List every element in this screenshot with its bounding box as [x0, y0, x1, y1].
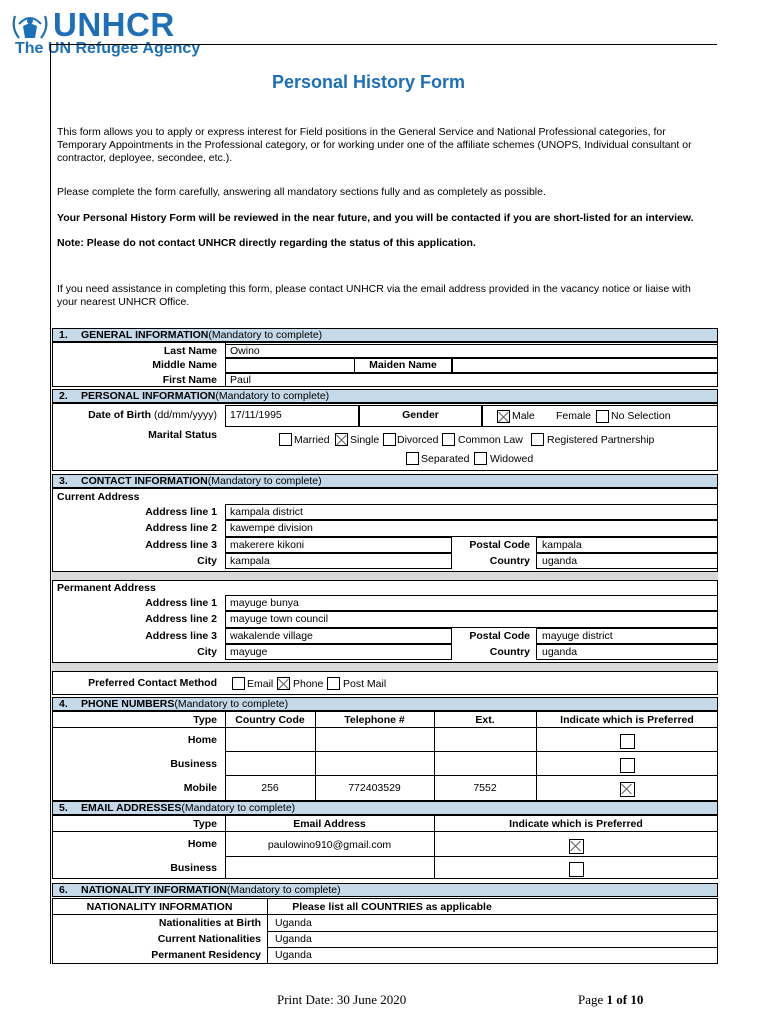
- marital-married-label: Married: [294, 434, 330, 446]
- logo-name: UNHCR: [53, 6, 175, 43]
- permanent-address-label: Permanent Address: [57, 582, 156, 594]
- section-title: PHONE NUMBERS: [81, 698, 175, 710]
- nationality-birth-value: Uganda: [275, 917, 312, 929]
- dob-value: 17/11/1995: [230, 409, 282, 421]
- email-business-preferred-checkbox[interactable]: [569, 862, 584, 877]
- section-number: 5.: [59, 802, 68, 814]
- gender-no-selection-label: No Selection: [611, 410, 671, 422]
- current-line1-value: kampala district: [230, 506, 303, 518]
- phone-col-type: Type: [193, 714, 217, 726]
- first-name-value: Paul: [230, 374, 252, 386]
- page-indicator: Page 1 of 10: [578, 992, 644, 1007]
- current-country-label: Country: [489, 555, 530, 567]
- section-1-header: [52, 328, 718, 342]
- section-title: GENERAL INFORMATION: [81, 329, 209, 341]
- nationality-birth-label: Nationalities at Birth: [158, 917, 261, 929]
- mandatory-note: (Mandatory to complete): [207, 475, 322, 487]
- phone-type-home: Home: [187, 734, 217, 746]
- section-3-header: [52, 474, 718, 488]
- marital-divorced-checkbox[interactable]: [383, 433, 396, 446]
- phone-col-ext: Ext.: [475, 714, 495, 726]
- phone-col-country: Country Code: [235, 714, 305, 726]
- marital-registered-partnership-label: Registered Partnership: [547, 434, 655, 446]
- preferred-phone-label: Phone: [293, 678, 324, 690]
- gender-male-label: Male: [512, 410, 535, 422]
- section-2-header: [52, 389, 718, 403]
- marital-divorced-label: Divorced: [397, 434, 439, 446]
- maiden-name-label: Maiden Name: [369, 359, 437, 371]
- section-5-header: [52, 801, 718, 815]
- intro-paragraph-5: If you need assistance in completing this form, please contact UNHCR via the email address provided in the vacancy notice or liaise with your nearest UNHCR Office.: [57, 283, 691, 308]
- email-home-address: paulowino910@gmail.com: [267, 839, 392, 851]
- preferred-email-checkbox[interactable]: [232, 677, 245, 690]
- marital-single-label: Single: [350, 434, 380, 446]
- permanent-line1-value: mayuge bunya: [230, 597, 299, 609]
- preferred-post-mail-checkbox[interactable]: [327, 677, 340, 690]
- marital-widowed-checkbox[interactable]: [474, 452, 487, 465]
- marital-married-checkbox[interactable]: [279, 433, 292, 446]
- logo-subtitle: The UN Refugee Agency: [15, 40, 201, 57]
- phone-type-business: Business: [170, 758, 217, 770]
- email-type-home: Home: [187, 838, 217, 850]
- permanent-city-value: mayuge: [230, 646, 268, 658]
- permanent-city-label: City: [197, 646, 217, 658]
- section-title: NATIONALITY INFORMATION: [81, 884, 227, 896]
- phone-mobile-country: 256: [261, 782, 279, 794]
- phone-business-preferred-checkbox[interactable]: [620, 758, 635, 773]
- marital-separated-checkbox[interactable]: [406, 452, 419, 465]
- gender-label: Gender: [402, 409, 439, 421]
- gender-male-checkbox[interactable]: [497, 410, 510, 423]
- permanent-line3-value: wakalende village: [230, 630, 313, 642]
- nationality-col-list: Please list all COUNTRIES as applicable: [292, 901, 492, 913]
- page-title: Personal History Form: [272, 72, 466, 92]
- first-name-field[interactable]: [225, 373, 718, 387]
- middle-name-label: Middle Name: [152, 359, 217, 371]
- intro-paragraph-4: Note: Please do not contact UNHCR directly regarding the status of this application.: [57, 237, 476, 249]
- section-number: 4.: [59, 698, 68, 710]
- maiden-name-field[interactable]: [452, 358, 718, 373]
- current-line2-value: kawempe division: [230, 522, 313, 534]
- dob-label: Date of Birth (dd/mm/yyyy): [88, 409, 217, 421]
- gender-female-checkbox[interactable]: [596, 410, 609, 423]
- email-col-preferred: Indicate which is Preferred: [509, 818, 643, 830]
- permanent-country-value: uganda: [542, 646, 578, 658]
- marital-status-label: Marital Status: [148, 429, 217, 441]
- preferred-contact-label: Preferred Contact Method: [88, 677, 217, 689]
- preferred-post-mail-label: Post Mail: [343, 678, 387, 690]
- email-type-business: Business: [170, 862, 217, 874]
- email-col-address: Email Address: [293, 818, 366, 830]
- current-postal-value: kampala: [542, 539, 582, 551]
- print-date: Print Date: 30 June 2020: [277, 992, 407, 1007]
- unhcr-emblem-icon: [9, 10, 51, 44]
- nationality-residency-value: Uganda: [275, 949, 312, 961]
- marital-single-checkbox[interactable]: [335, 433, 348, 446]
- nationality-current-label: Current Nationalities: [157, 933, 261, 945]
- current-line3-label: Address line 3: [145, 539, 217, 551]
- permanent-postal-label: Postal Code: [469, 630, 530, 642]
- permanent-line3-label: Address line 3: [145, 630, 217, 642]
- mandatory-note: (Mandatory to complete): [226, 884, 341, 896]
- first-name-label: First Name: [162, 374, 217, 386]
- intro-paragraph-3: Your Personal History Form will be reviewed in the near future, and you will be contacted if you are short-listed for an interview.: [57, 212, 694, 224]
- nationality-current-value: Uganda: [275, 933, 312, 945]
- form-page: [50, 44, 717, 964]
- phone-type-mobile: Mobile: [183, 782, 217, 794]
- mandatory-note: (Mandatory to complete): [181, 802, 296, 814]
- mandatory-note: (Mandatory to complete): [208, 329, 323, 341]
- permanent-line2-value: mayuge town council: [230, 613, 329, 625]
- current-address-label: Current Address: [57, 491, 140, 503]
- section-title: EMAIL ADDRESSES: [81, 802, 182, 814]
- permanent-postal-value: mayuge district: [542, 630, 613, 642]
- last-name-field[interactable]: [225, 344, 718, 358]
- section-number: 6.: [59, 884, 68, 896]
- nationality-residency-label: Permanent Residency: [151, 949, 261, 961]
- phone-col-telephone: Telephone #: [344, 714, 405, 726]
- section-number: 2.: [59, 390, 68, 402]
- current-country-value: uganda: [542, 555, 578, 567]
- section-6-header: [52, 883, 718, 897]
- phone-col-preferred: Indicate which is Preferred: [560, 714, 694, 726]
- intro-paragraph-1: This form allows you to apply or express interest for Field positions in the General Service and National Professional categories, for Temporary Appointments in the Professional category, or for working under one of the affiliate schemes (UNOPS, Individual consultant or contractor, deployee, secondee, etc.).: [57, 126, 692, 164]
- current-city-value: kampala: [230, 555, 270, 567]
- last-name-value: Owino: [230, 345, 260, 357]
- marital-common-law-checkbox[interactable]: [442, 433, 455, 446]
- permanent-line2-label: Address line 2: [145, 613, 217, 625]
- section-number: 1.: [59, 329, 68, 341]
- preferred-phone-checkbox[interactable]: [277, 677, 290, 690]
- mandatory-note: (Mandatory to complete): [174, 698, 289, 710]
- phone-mobile-tel: 772403529: [348, 782, 401, 794]
- section-title: CONTACT INFORMATION: [81, 475, 208, 487]
- current-line1-label: Address line 1: [145, 506, 217, 518]
- intro-paragraph-2: Please complete the form carefully, answering all mandatory sections fully and as completely as possible.: [57, 186, 546, 198]
- current-line3-value: makerere kikoni: [230, 539, 305, 551]
- section-number: 3.: [59, 475, 68, 487]
- email-home-preferred-checkbox[interactable]: [569, 839, 584, 854]
- permanent-country-label: Country: [489, 646, 530, 658]
- marital-registered-partnership-checkbox[interactable]: [531, 433, 544, 446]
- mandatory-note: (Mandatory to complete): [215, 390, 330, 402]
- section-title: PERSONAL INFORMATION: [81, 390, 216, 402]
- marital-separated-label: Separated: [421, 453, 470, 465]
- preferred-email-label: Email: [247, 678, 274, 690]
- current-line2-label: Address line 2: [145, 522, 217, 534]
- current-postal-label: Postal Code: [469, 539, 530, 551]
- gender-female-label: Female: [556, 410, 592, 422]
- marital-widowed-label: Widowed: [490, 453, 534, 465]
- phone-mobile-ext: 7552: [473, 782, 497, 794]
- nationality-col-info: NATIONALITY INFORMATION: [86, 901, 233, 913]
- phone-mobile-preferred-checkbox[interactable]: [620, 782, 635, 797]
- phone-home-preferred-checkbox[interactable]: [620, 734, 635, 749]
- email-col-type: Type: [193, 818, 217, 830]
- permanent-line1-label: Address line 1: [145, 597, 217, 609]
- last-name-label: Last Name: [163, 345, 217, 357]
- current-city-label: City: [197, 555, 217, 567]
- section-4-header: [52, 697, 718, 711]
- marital-common-law-label: Common Law: [458, 434, 523, 446]
